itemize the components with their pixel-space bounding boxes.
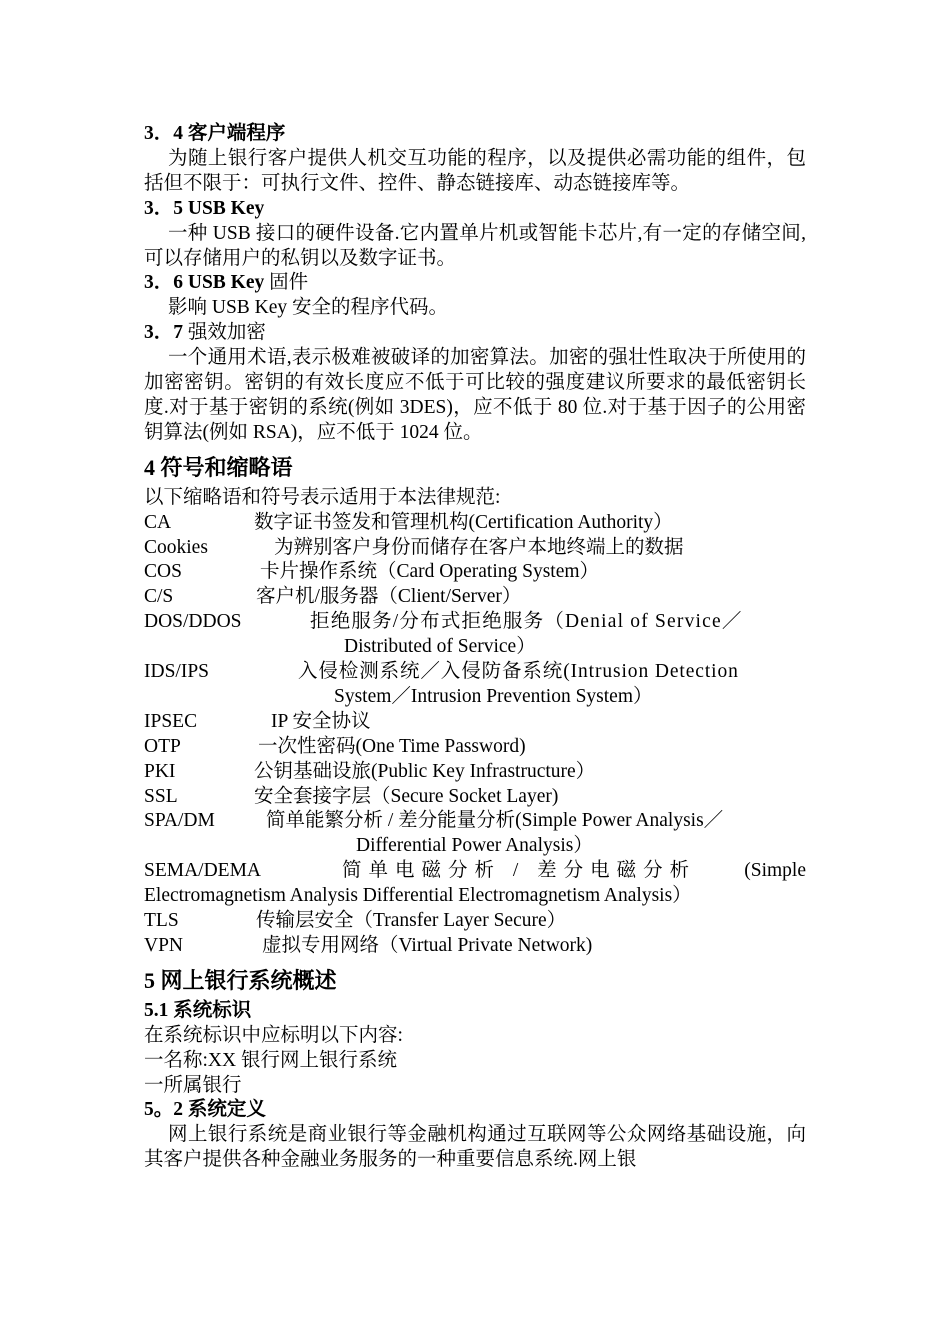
term-row bbox=[144, 710, 806, 735]
term-row bbox=[144, 585, 806, 610]
term-abbr: OTP bbox=[144, 735, 181, 757]
section-4-heading: 4 符号和缩略语 bbox=[144, 454, 293, 480]
term-definition: IP 安全协议 bbox=[271, 710, 371, 732]
section-4-intro: 以下缩略语和符号表示适用于本法律规范: bbox=[144, 486, 501, 508]
section-5-1-heading: 5.1 系统标识 bbox=[144, 999, 252, 1021]
section-5-heading: 5 网上银行系统概述 bbox=[144, 967, 337, 993]
term-row bbox=[144, 909, 806, 934]
term-definition-tail: (Simple bbox=[744, 860, 806, 882]
term-abbr: CA bbox=[144, 511, 172, 533]
term-row bbox=[144, 536, 806, 561]
document-page bbox=[144, 122, 806, 1173]
section-3-7-number: 3．7 bbox=[144, 322, 184, 344]
section-3-6-title: 固件 bbox=[264, 272, 309, 294]
term-row bbox=[144, 859, 806, 909]
term-abbr: IDS/IPS bbox=[144, 661, 210, 683]
term-definition: 公钥基础设旅(Public Key Infrastructure） bbox=[254, 760, 596, 782]
term-definition: 简单能繁分析 / 差分能量分析(Simple Power Analysis／ bbox=[266, 810, 724, 832]
term-definition: 一次性密码(One Time Password) bbox=[258, 735, 526, 757]
section-5-1-line: 一所属银行 bbox=[144, 1074, 242, 1096]
term-row bbox=[144, 735, 806, 760]
term-definition-cont: System／Intrusion Prevention System） bbox=[334, 685, 653, 707]
term-definition: 拒绝服务/分布式拒绝服务（Denial of Service／ bbox=[310, 611, 743, 633]
term-definition-cont: Differential Power Analysis） bbox=[356, 835, 593, 857]
term-row bbox=[144, 511, 806, 536]
section-5-2-body: 网上银行系统是商业银行等金融机构通过互联网等公众网络基础设施，向其客户提供各种金融业务服务的一种重要信息系统.网上银 bbox=[144, 1124, 806, 1171]
section-3-5-body: 一种 USB 接口的硬件设备.它内置单片机或智能卡芯片,有一定的存储空间,可以存储用户的私钥以及数字证书。 bbox=[144, 222, 806, 269]
term-row bbox=[144, 660, 806, 710]
section-3-6-number: 3．6 USB Key bbox=[144, 272, 265, 294]
term-row bbox=[144, 809, 806, 859]
term-definition: 简单电磁分析 / 差分电磁分析 bbox=[342, 860, 697, 882]
section-3-6-heading bbox=[144, 271, 806, 296]
term-abbr: SPA/DM bbox=[144, 810, 215, 832]
term-definition: 传输层安全（Transfer Layer Secure） bbox=[256, 910, 567, 931]
section-3-7-heading bbox=[144, 321, 806, 346]
term-definition: 数字证书签发和管理机构(Certification Authority） bbox=[254, 511, 673, 533]
term-abbr: Cookies bbox=[144, 536, 208, 558]
term-abbr: C/S bbox=[144, 586, 174, 608]
term-abbr: SSL bbox=[144, 785, 178, 807]
section-3-5-heading: 3．5 USB Key bbox=[144, 197, 265, 219]
section-5-1-line: 一名称:XX 银行网上银行系统 bbox=[144, 1049, 397, 1071]
term-abbr: DOS/DDOS bbox=[144, 611, 242, 633]
section-3-7-body: 一个通用术语,表示极难被破译的加密算法。加密的强壮性取决于所使用的加密密钥。密钥的有效长度应不低于可比较的强度建议所要求的最低密钥长度.对于基于密钥的系统(例如 3DES)，应不低于 80 位.对于基于因子的公用密钥算法(例如 RSA)，应不低于 1024 位。 bbox=[144, 347, 806, 443]
term-abbr: TLS bbox=[144, 910, 179, 931]
term-definition: 为辨别客户身份而储存在客户本地终端上的数据 bbox=[274, 536, 684, 558]
term-abbr: PKI bbox=[144, 760, 176, 782]
section-3-7-title: 强效加密 bbox=[183, 322, 266, 344]
term-abbr: COS bbox=[144, 561, 182, 583]
term-definition-cont: Electromagnetism Analysis Differential Electromagnetism Analysis） bbox=[144, 885, 692, 907]
term-definition: 虚拟专用网络（Virtual Private Network) bbox=[262, 934, 593, 956]
term-definition: 安全套接字层（Secure Socket Layer) bbox=[254, 785, 559, 807]
term-definition: 卡片操作系统（Card Operating System） bbox=[260, 561, 600, 583]
section-5-2-heading: 5。2 系统定义 bbox=[144, 1099, 266, 1121]
term-row bbox=[144, 934, 806, 959]
term-row bbox=[144, 560, 806, 585]
term-abbr: VPN bbox=[144, 934, 184, 956]
term-row bbox=[144, 760, 806, 785]
section-3-6-body: 影响 USB Key 安全的程序代码。 bbox=[168, 297, 449, 319]
term-row bbox=[144, 610, 806, 660]
term-definition-cont: Distributed of Service） bbox=[344, 636, 536, 658]
section-3-4-body: 为随上银行客户提供人机交互功能的程序，以及提供必需功能的组件，包括但不限于：可执行文件、控件、静态链接库、动态链接库等。 bbox=[144, 147, 806, 194]
term-definition: 客户机/服务器（Client/Server） bbox=[256, 586, 522, 608]
term-row bbox=[144, 785, 806, 810]
section-3-4-heading: 3．4 客户端程序 bbox=[144, 123, 286, 144]
term-abbr: IPSEC bbox=[144, 710, 198, 732]
term-abbr: SEMA/DEMA bbox=[144, 860, 262, 882]
term-definition: 入侵检测系统／入侵防备系统(Intrusion Detection bbox=[298, 661, 739, 683]
section-5-1-line: 在系统标识中应标明以下内容: bbox=[144, 1024, 403, 1046]
